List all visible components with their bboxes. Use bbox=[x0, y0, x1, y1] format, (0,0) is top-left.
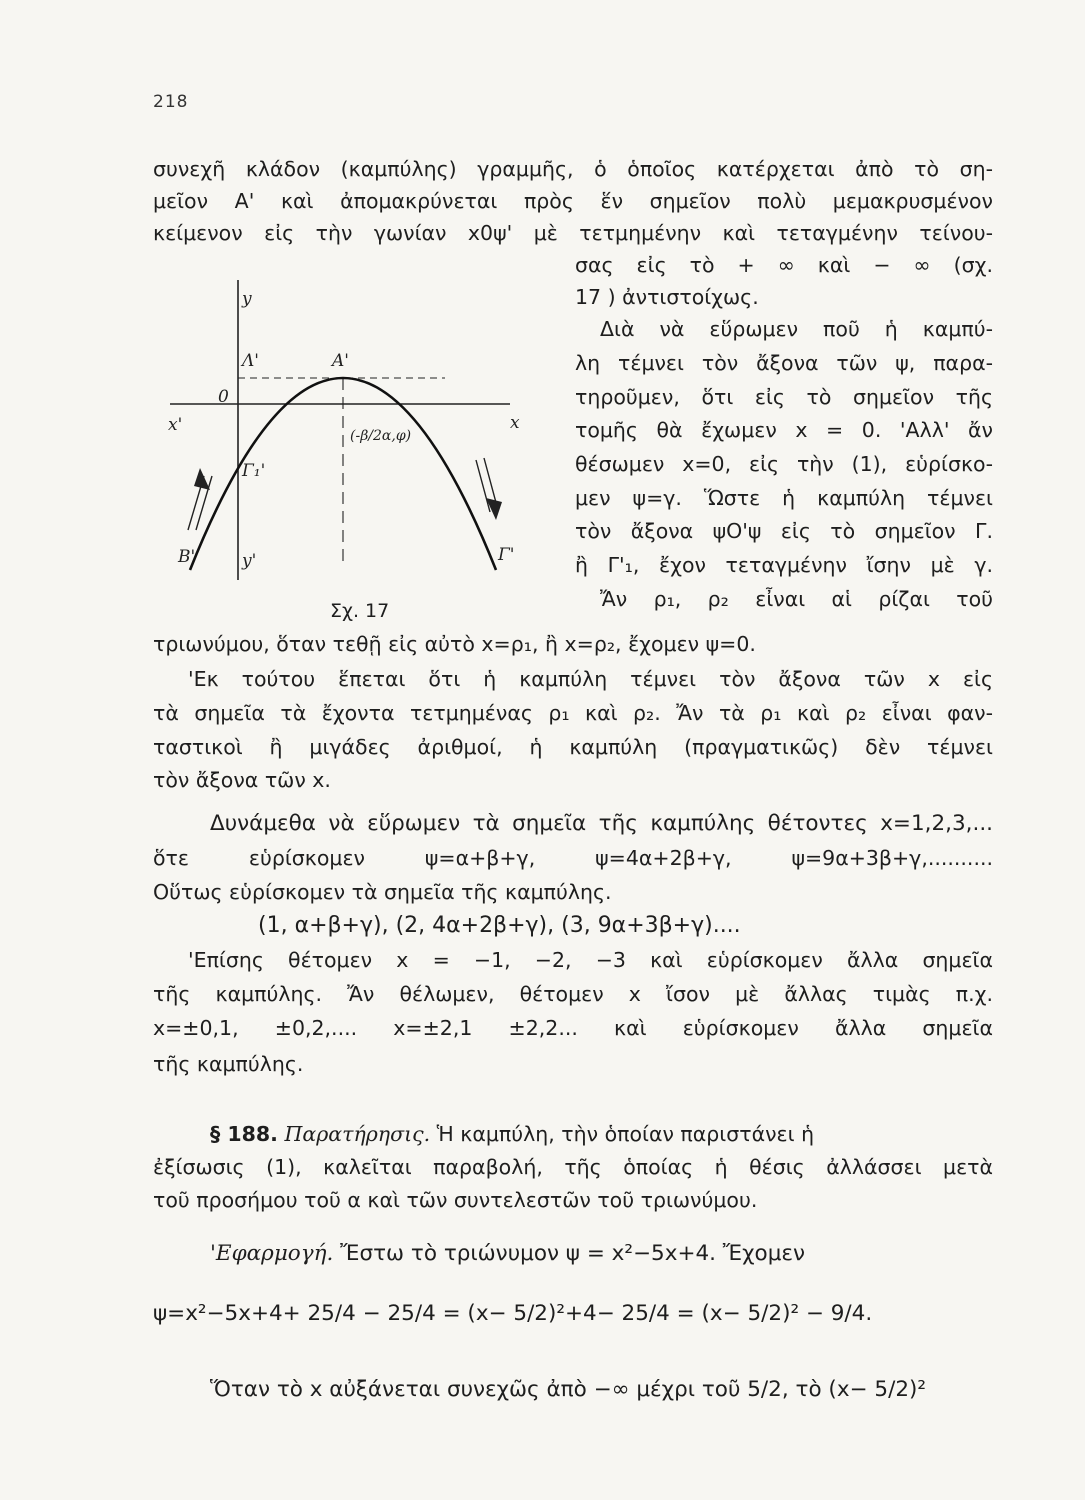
text-line: Διὰ νὰ εὕρωμεν ποῦ ἡ καμπύ- bbox=[600, 317, 993, 341]
text-line: Οὕτως εὑρίσκομεν τὰ σημεῖα τῆς καμπύλης. bbox=[153, 880, 612, 904]
text-line: ἐξίσωσις (1), καλεῖται παραβολή, τῆς ὁποίας ἡ θέσις ἀλλάσσει μετὰ bbox=[153, 1155, 993, 1179]
section-number: § 188. bbox=[210, 1122, 278, 1146]
label-vertex-coord: (-β/2α,φ) bbox=[350, 428, 412, 444]
label-x-prime: x' bbox=[168, 415, 183, 435]
label-y: y bbox=[242, 289, 252, 309]
figure-caption: Σχ. 17 bbox=[330, 600, 390, 622]
label-gamma-prime: Γ' bbox=[498, 545, 515, 565]
label-x: x bbox=[510, 413, 520, 433]
text-line: ταστικοὶ ἢ μιγάδες ἀριθμοί, ἡ καμπύλη (πραγματικῶς) δὲν τέμνει bbox=[153, 735, 993, 759]
label-b-prime: Β' bbox=[178, 547, 196, 567]
page-number: 218 bbox=[153, 92, 189, 112]
text-line: 'Επίσης θέτομεν x = −1, −2, −3 καὶ εὑρίσκομεν ἄλλα σημεῖα bbox=[188, 948, 993, 972]
text-line: τομῆς θὰ ἔχωμεν x = 0. 'Αλλ' ἄν bbox=[575, 418, 993, 442]
text-line: μεν ψ=γ. Ὥστε ἡ καμπύλη τέμνει bbox=[575, 486, 993, 510]
text-line: σας εἰς τὸ + ∞ καὶ − ∞ (σχ. bbox=[575, 253, 993, 277]
text-line: τηροῦμεν, ὅτι εἰς τὸ σημεῖον τῆς bbox=[575, 385, 993, 409]
arrow-head-icon bbox=[486, 498, 502, 520]
text-line: (1, α+β+γ), (2, 4α+2β+γ), (3, 9α+3β+γ).... bbox=[258, 913, 741, 938]
label-y-prime: y' bbox=[242, 551, 257, 571]
label-origin: 0 bbox=[218, 387, 229, 407]
text-line: τὸν ἄξονα τῶν x. bbox=[153, 768, 331, 792]
equation-line: ψ=x²−5x+4+ 25/4 − 25/4 = (x− 5/2)²+4− 25/4 = (x− 5/2)² − 9/4. bbox=[153, 1301, 873, 1326]
text-line: τῆς καμπύλης. Ἄν θέλωμεν, θέτομεν x ἴσον μὲ ἄλλας τιμὰς π.χ. bbox=[153, 982, 993, 1006]
text-line: τὰ σημεῖα τὰ ἔχοντα τετμημένας ρ₁ καὶ ρ₂. Ἄν τὰ ρ₁ καὶ ρ₂ εἶναι φαν- bbox=[153, 701, 993, 725]
text-line: Ὅταν τὸ x αὐξάνεται συνεχῶς ἀπὸ −∞ μέχρι τοῦ 5/2, τὸ (x− 5/2)² bbox=[210, 1377, 926, 1402]
text-line: τοῦ προσήμου τοῦ α καὶ τῶν συντελεστῶν τοῦ τριωνύμου. bbox=[153, 1188, 758, 1212]
text-line: ἢ Γ'₁, ἔχον τεταγμένην ἴσην μὲ γ. bbox=[575, 553, 993, 577]
text-line: ὅτε εὑρίσκομεν ψ=α+β+γ, ψ=4α+2β+γ, ψ=9α+3β+γ,.......... bbox=[153, 846, 993, 870]
text-line: 'Εκ τούτου ἕπεται ὅτι ἡ καμπύλη τέμνει τὸν ἄξονα τῶν x εἰς bbox=[188, 667, 993, 691]
text-line: κείμενον εἰς τὴν γωνίαν x0ψ' μὲ τετμημένην καὶ τεταγμένην τείνου- bbox=[153, 221, 993, 245]
text-line: τὸν ἄξονα ψO'ψ εἰς τὸ σημεῖον Γ. bbox=[575, 519, 993, 543]
text-line: μεῖον Α' καὶ ἀπομακρύνεται πρὸς ἕν σημεῖον πολὺ μεμακρυσμένον bbox=[153, 189, 993, 213]
section-first-line: Ἡ καμπύλη, τὴν ὁποίαν παριστάνει ἡ bbox=[436, 1122, 815, 1146]
section-heading bbox=[210, 1120, 814, 1148]
application-text: Ἔστω τὸ τριώνυμον ψ = x²−5x+4. Ἔχομεν bbox=[340, 1241, 805, 1266]
arrow-head-icon bbox=[194, 468, 210, 490]
text-line: τῆς καμπύλης. bbox=[153, 1052, 304, 1076]
label-a-prime: Α' bbox=[332, 351, 349, 371]
text-line: τριωνύμου, ὅταν τεθῇ εἰς αὐτὸ x=ρ₁, ἢ x=ρ₂, ἔχομεν ψ=0. bbox=[153, 632, 756, 656]
text-line: συνεχῆ κλάδον (καμπύλης) γραμμῆς, ὁ ὁποῖος κατέρχεται ἀπὸ τὸ ση- bbox=[153, 157, 993, 181]
text-line: x=±0,1, ±0,2,.... x=±2,1 ±2,2... καὶ εὑρίσκομεν ἄλλα σημεῖα bbox=[153, 1016, 993, 1040]
label-gamma-prime-1: Γ₁' bbox=[242, 461, 266, 481]
figure-parabola bbox=[160, 280, 550, 590]
text-line: 17 ) ἀντιστοίχως. bbox=[575, 285, 759, 309]
text-line: θέσωμεν x=0, εἰς τὴν (1), εὑρίσκο- bbox=[575, 452, 993, 476]
section-title: Παρατήρησις. bbox=[284, 1122, 431, 1146]
text-line: Ἄν ρ₁, ρ₂ εἶναι αἱ ρίζαι τοῦ bbox=[600, 587, 993, 611]
text-line: λη τέμνει τὸν ἄξονα τῶν ψ, παρα- bbox=[575, 351, 993, 375]
application-line bbox=[210, 1240, 805, 1268]
text-line: Δυνάμεθα νὰ εὕρωμεν τὰ σημεῖα τῆς καμπύλης θέτοντες x=1,2,3,... bbox=[210, 811, 993, 836]
label-lambda-prime: Λ' bbox=[242, 351, 259, 371]
application-label: 'Εφαρμογή. bbox=[210, 1241, 334, 1266]
